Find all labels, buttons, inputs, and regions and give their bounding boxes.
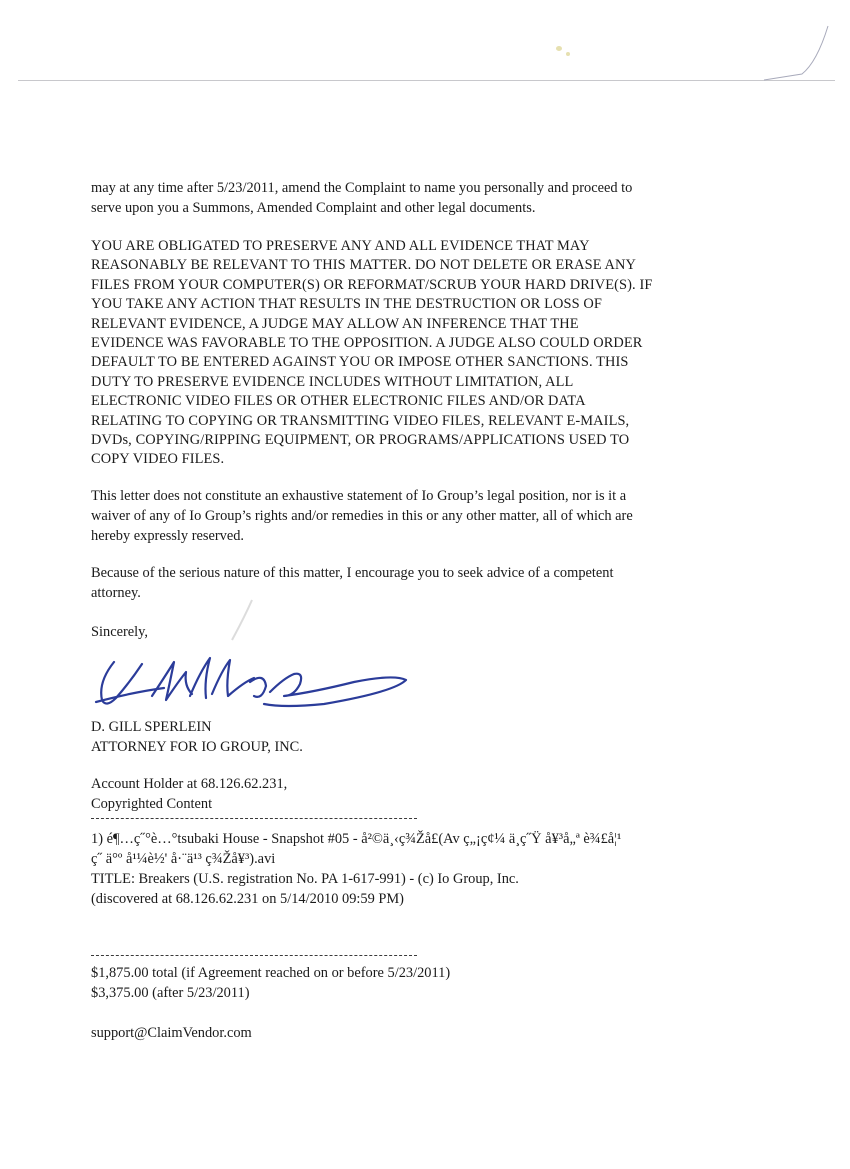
- scan-speck: [556, 46, 562, 51]
- text-line: Because of the serious nature of this matter, I encourage you to seek advice of a competent: [91, 565, 614, 581]
- text-line: serve upon you a Summons, Amended Complaint and other legal documents.: [91, 200, 536, 216]
- text-line: may at any time after 5/23/2011, amend the Complaint to name you personally and proceed to: [91, 180, 633, 196]
- pen-smudge: [222, 596, 262, 646]
- text-line: REASONABLY BE RELEVANT TO THIS MATTER. DO NOT DELETE OR ERASE ANY: [91, 257, 636, 274]
- handwritten-signature: [94, 652, 414, 712]
- account-block: [91, 774, 741, 814]
- text-line: hereby expressly reserved.: [91, 528, 245, 544]
- scan-speck: [566, 52, 570, 56]
- text-line: DVDs, COPYING/RIPPING EQUIPMENT, OR PROGRAMS/APPLICATIONS USED TO: [91, 432, 630, 449]
- text-line: DUTY TO PRESERVE EVIDENCE INCLUDES WITHOUT LIMITATION, ALL: [91, 373, 574, 390]
- signer-name: D. GILL SPERLEIN: [91, 719, 212, 735]
- content-label: Copyrighted Content: [91, 796, 213, 812]
- advice-paragraph: [91, 563, 741, 603]
- scan-corner-mark: [762, 22, 832, 82]
- scan-header-rule: [18, 80, 835, 81]
- payment-block: [91, 963, 741, 1003]
- title-line: TITLE: Breakers (U.S. registration No. PA 1-617-991) - (c) Io Group, Inc.: [91, 871, 519, 887]
- file-name-line: 1) é¶…ç˝°è…°tsubaki House - Snapshot #05 - å²©ä¸‹ç¾Žå£(Av ç„¡ç¢¼ ä¸ç˝Ÿ å¥³å„ª è¾£å¦¹: [91, 831, 622, 847]
- account-holder-line: Account Holder at 68.126.62.231,: [91, 776, 288, 792]
- contact-email: support@ClaimVendor.com: [91, 1025, 252, 1041]
- intro-paragraph: [91, 178, 741, 218]
- text-line: RELEVANT EVIDENCE, A JUDGE MAY ALLOW AN INFERENCE THAT THE: [91, 315, 579, 332]
- text-line: YOU TAKE ANY ACTION THAT RESULTS IN THE DESTRUCTION OR LOSS OF: [91, 296, 603, 313]
- dashed-divider: [91, 955, 417, 956]
- text-line: EVIDENCE WAS FAVORABLE TO THE OPPOSITION. A JUDGE ALSO COULD ORDER: [91, 335, 643, 352]
- text-line: RELATING TO COPYING OR TRANSMITTING VIDEO FILES, RELEVANT E-MAILS,: [91, 412, 630, 429]
- signer-block: [91, 717, 741, 757]
- evidence-warning-paragraph: [91, 237, 741, 470]
- text-line: waiver of any of Io Group’s rights and/or remedies in this or any other matter, all of which are: [91, 508, 633, 524]
- text-line: attorney.: [91, 585, 141, 601]
- text-line: YOU ARE OBLIGATED TO PRESERVE ANY AND ALL EVIDENCE THAT MAY: [91, 238, 590, 254]
- text-line: COPY VIDEO FILES.: [91, 451, 225, 468]
- payment-line: $1,875.00 total (if Agreement reached on or before 5/23/2011): [91, 965, 451, 981]
- text-line: FILES FROM YOUR COMPUTER(S) OR REFORMAT/SCRUB YOUR HARD DRIVE(S). IF: [91, 276, 653, 293]
- signer-title: ATTORNEY FOR IO GROUP, INC.: [91, 739, 303, 755]
- infringement-item: [91, 829, 791, 909]
- text-line: DEFAULT TO BE ENTERED AGAINST YOU OR IMPOSE OTHER SANCTIONS. THIS: [91, 354, 629, 371]
- reservation-paragraph: [91, 486, 741, 546]
- text-line: ELECTRONIC VIDEO FILES OR OTHER ELECTRONIC FILES AND/OR DATA: [91, 393, 586, 410]
- closing: Sincerely,: [91, 624, 149, 640]
- dashed-divider: [91, 818, 417, 819]
- discovery-line: (discovered at 68.126.62.231 on 5/14/2010 09:59 PM): [91, 891, 404, 907]
- payment-line: $3,375.00 (after 5/23/2011): [91, 985, 250, 1001]
- file-name-line: ç˝ ä°º å¹¼è½' å·¨ä¹³ ç¾Žå¥³).avi: [91, 851, 276, 867]
- text-line: This letter does not constitute an exhaustive statement of Io Group’s legal position, nor is it a: [91, 488, 627, 504]
